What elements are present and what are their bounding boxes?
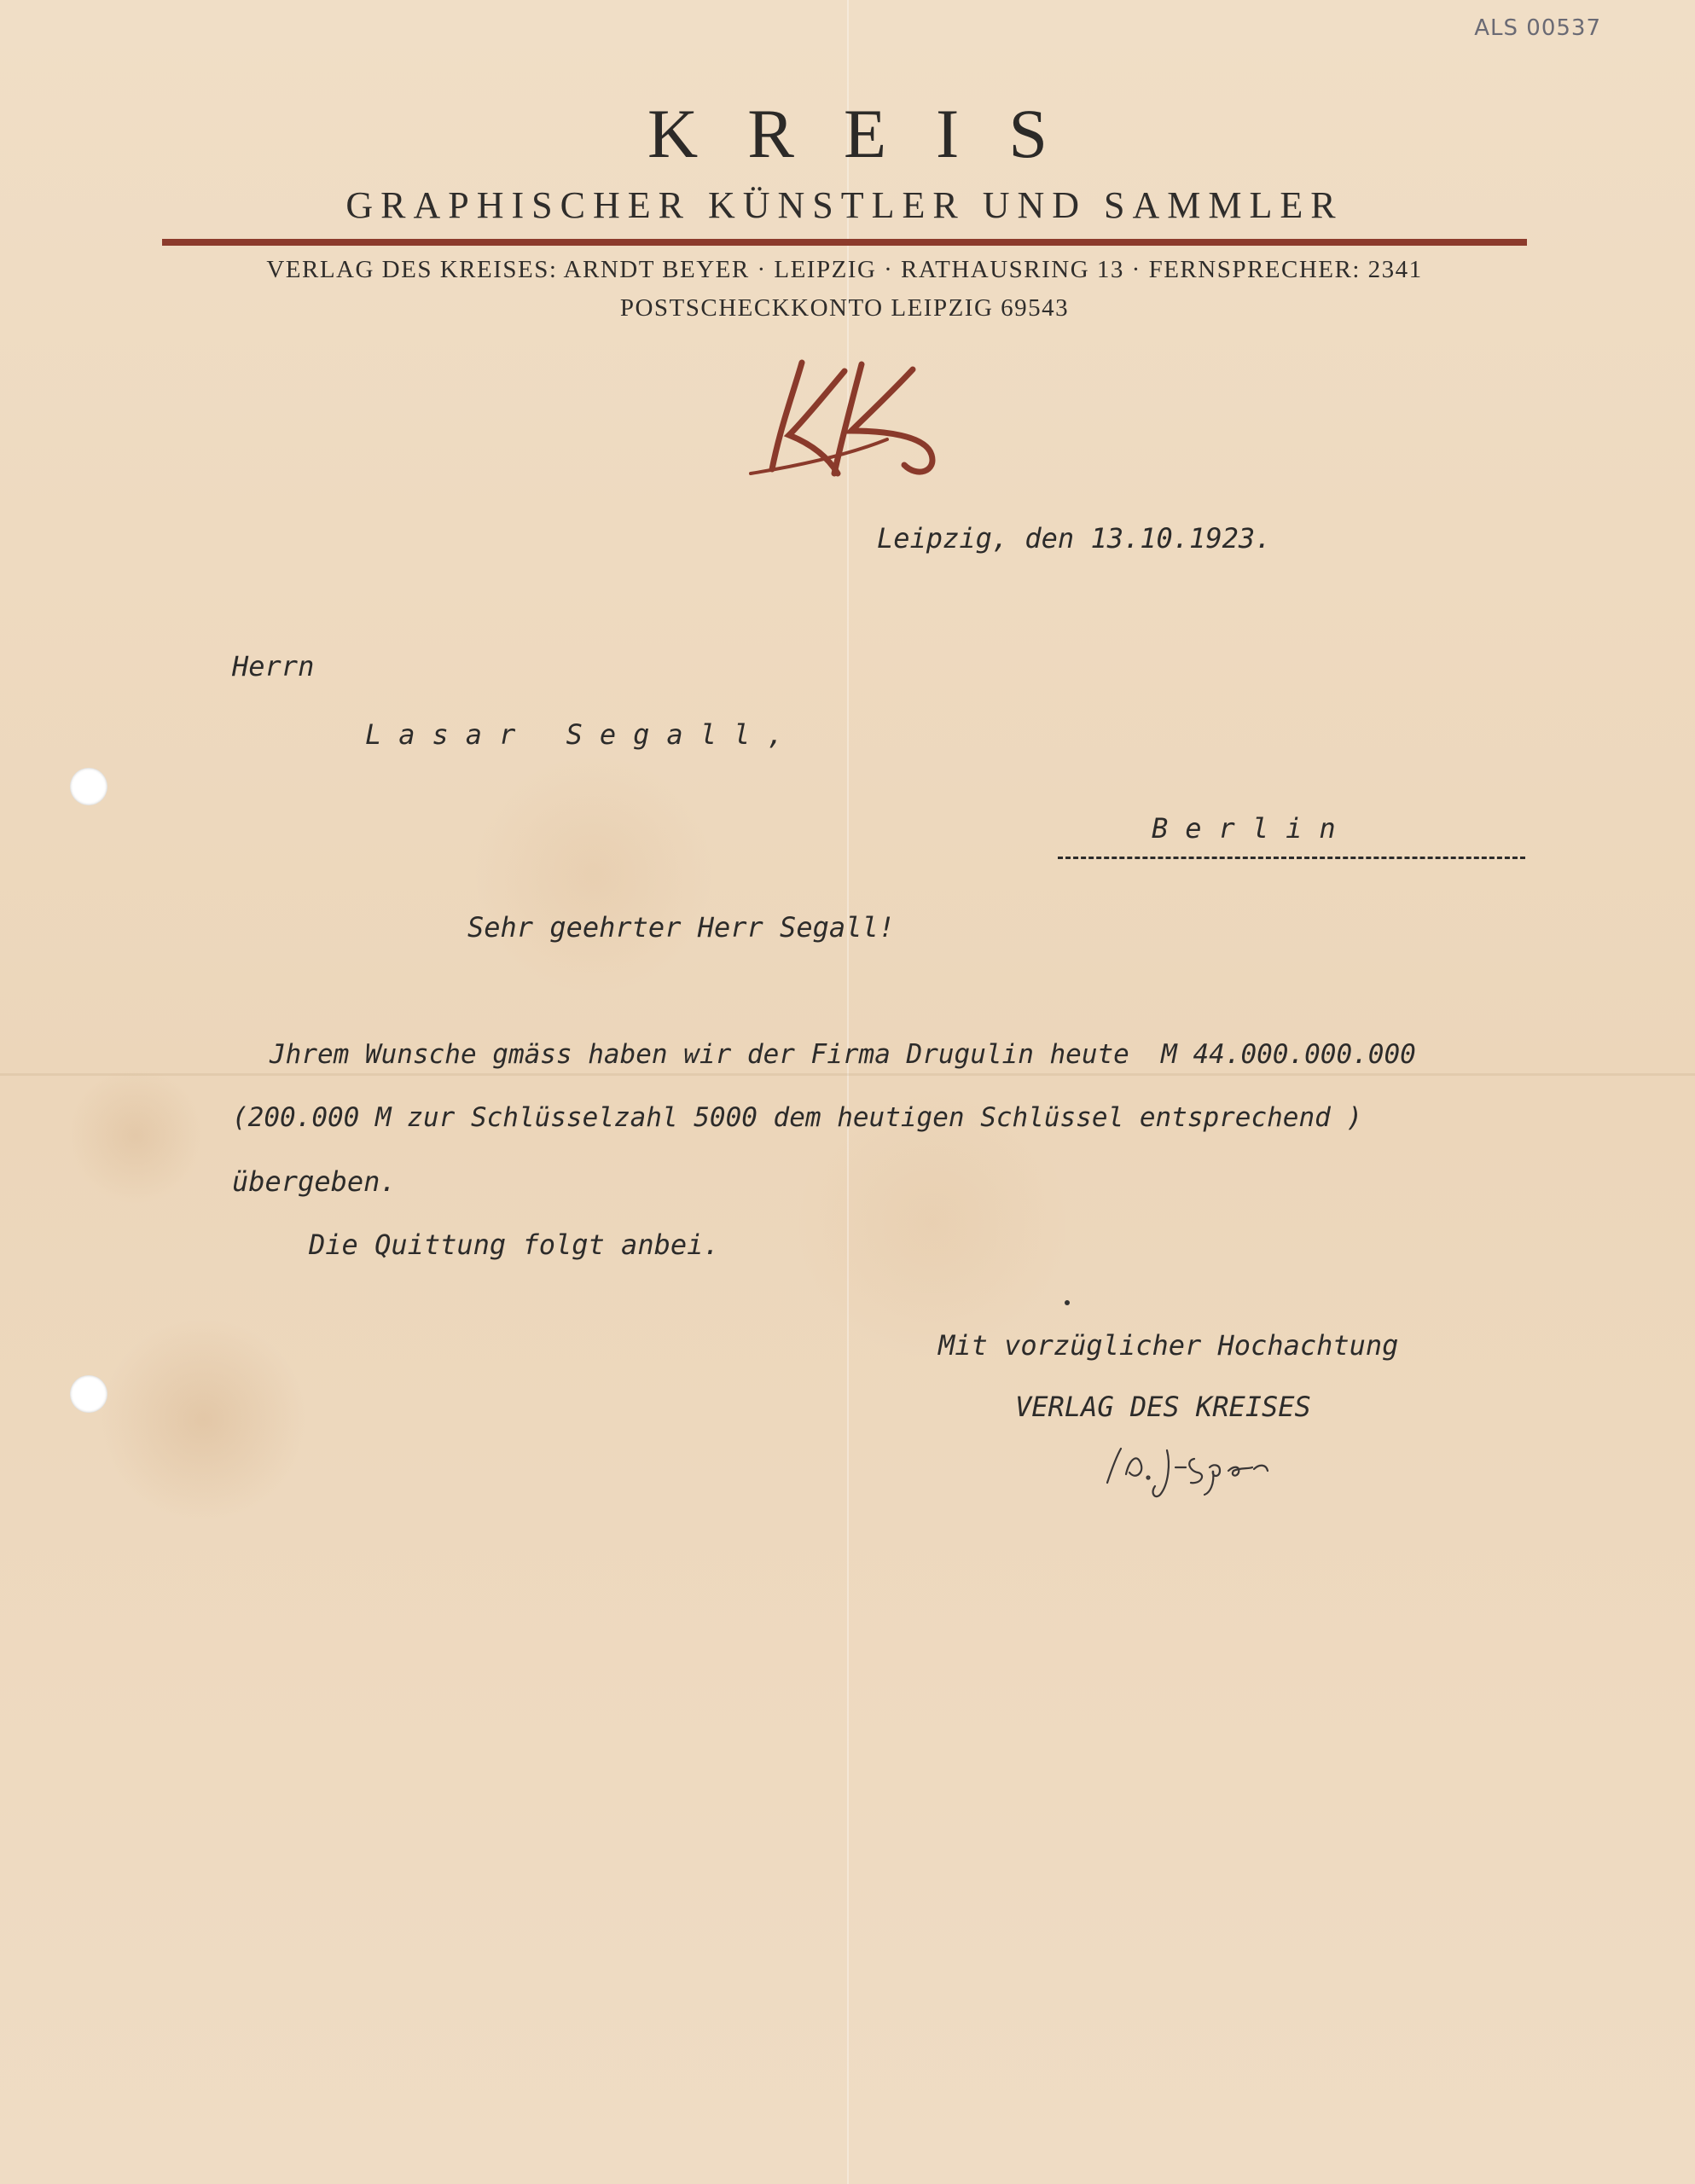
place-date: Leipzig, den 13.10.1923. bbox=[877, 522, 1272, 555]
punch-hole-lower bbox=[70, 1375, 107, 1413]
letterhead-account: POSTSCHECKKONTO LEIPZIG 69543 bbox=[619, 294, 1070, 322]
letterhead-address: VERLAG DES KREISES: ARNDT BEYER · LEIPZIG · RATHAUSRING 13 · FERNSPRECHER: 2341 bbox=[266, 256, 1423, 283]
kk-monogram-logo bbox=[742, 354, 947, 482]
closing: Mit vorzüglicher Hochachtung bbox=[938, 1329, 1399, 1362]
ink-dot bbox=[1065, 1300, 1070, 1305]
city-underline bbox=[1058, 857, 1525, 859]
greeting: Sehr geehrter Herr Segall! bbox=[467, 911, 895, 944]
recipient-city: Berlin bbox=[1152, 812, 1353, 845]
paper-fold-horizontal bbox=[0, 1073, 1695, 1076]
letterhead-rule bbox=[162, 239, 1527, 246]
punch-hole-upper bbox=[70, 768, 107, 805]
body-line-2: (200.000 M zur Schlüsselzahl 5000 dem heutigen Schlüssel entsprechend ) bbox=[232, 1102, 1363, 1133]
archive-id: ALS 00537 bbox=[1474, 15, 1601, 41]
recipient-name: Lasar Segall, bbox=[365, 718, 801, 751]
letterhead-title: KREIS bbox=[647, 95, 1097, 172]
body-line-3: übergeben. bbox=[232, 1165, 397, 1198]
recipient-title: Herrn bbox=[232, 650, 315, 682]
body-line-4: Die Quittung folgt anbei. bbox=[309, 1228, 720, 1261]
paper-fold-vertical bbox=[847, 0, 849, 2184]
handwritten-signature bbox=[1100, 1433, 1297, 1502]
body-line-1: Jhrem Wunsche gmäss haben wir der Firma Drugulin heute M 44.000.000.000 bbox=[270, 1039, 1416, 1070]
letterhead-subtitle: GRAPHISCHER KÜNSTLER UND SAMMLER bbox=[345, 184, 1344, 226]
sender: VERLAG DES KREISES bbox=[1015, 1391, 1311, 1423]
